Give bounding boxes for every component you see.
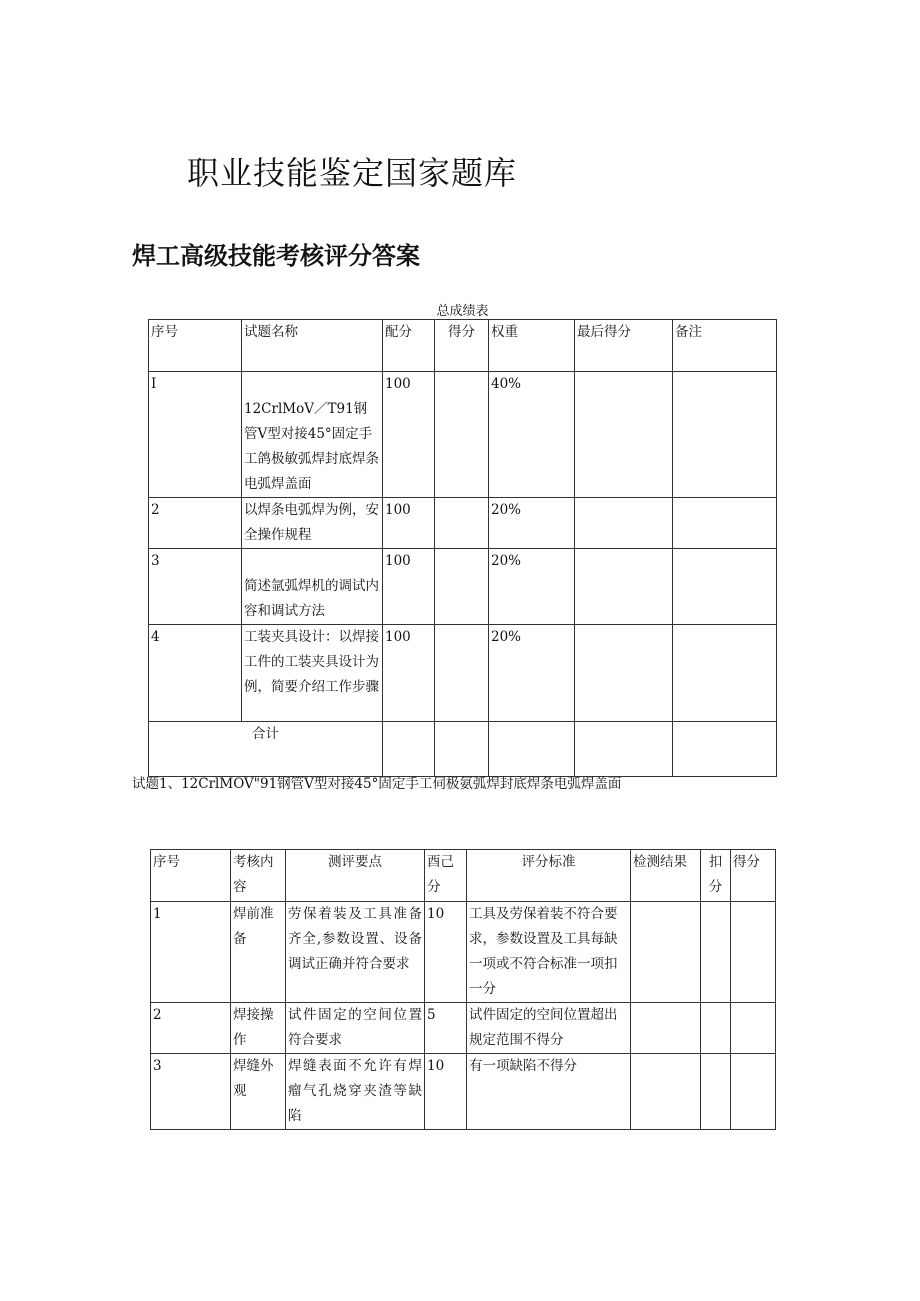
row-deduct [701, 1054, 731, 1130]
row-no: 2 [149, 498, 242, 549]
row-deduct [701, 1003, 731, 1054]
row-remark [673, 549, 777, 625]
header-deduct: 扣分 [701, 850, 731, 902]
row-no: I [149, 372, 242, 498]
summary-table-caption: 总成绩表 [436, 304, 489, 319]
row-got [435, 372, 489, 498]
row-points: 焊缝表面不允许有焊瘤气孔烧穿夹渣等缺陷 [286, 1054, 425, 1130]
summary-header-row [149, 320, 777, 372]
row-remark [673, 625, 777, 722]
row-weight: 40% [489, 372, 575, 498]
row-points: 劳保着装及工具准备齐全,参数设置、设备调试正确并符合要求 [286, 902, 425, 1003]
row-score: 100 [383, 498, 435, 549]
header-remark: 备注 [673, 320, 777, 372]
table-row [151, 1003, 776, 1054]
table-row [151, 1054, 776, 1130]
row-remark [673, 498, 777, 549]
row-got [435, 549, 489, 625]
row-alloc: 10 [425, 902, 467, 1003]
table-row [149, 549, 777, 625]
row-weight: 20% [489, 549, 575, 625]
header-got: 得分 [435, 320, 489, 372]
row-final [575, 549, 673, 625]
item-title: 试题1、12CrlMOV"91钢管V型对接45°固定手工伺极氨弧焊封底焊条电弧焊盖面 [132, 776, 622, 792]
header-final: 最后得分 [575, 320, 673, 372]
row-name: 简述氩弧焊机的调试内容和调试方法 [242, 549, 383, 625]
document-subtitle: 焊工高级技能考核评分答案 [132, 242, 420, 270]
row-got [435, 498, 489, 549]
row-final [575, 625, 673, 722]
row-score: 100 [383, 549, 435, 625]
row-score [731, 1054, 776, 1130]
row-score [731, 1003, 776, 1054]
header-points: 测评要点 [286, 850, 425, 902]
row-got [435, 625, 489, 722]
table-row [149, 625, 777, 722]
document-title: 职业技能鉴定国家题库 [187, 154, 518, 192]
row-weight: 20% [489, 625, 575, 722]
row-score [731, 902, 776, 1003]
header-name: 试题名称 [242, 320, 383, 372]
row-weight: 20% [489, 498, 575, 549]
row-result [631, 1003, 701, 1054]
row-remark [673, 372, 777, 498]
row-final [575, 498, 673, 549]
total-cell [489, 722, 575, 777]
row-content: 焊缝外观 [231, 1054, 286, 1130]
header-no: 序号 [149, 320, 242, 372]
table-row [149, 498, 777, 549]
total-row [149, 722, 777, 777]
row-criteria: 工具及劳保着装不符合要求，参数设置及工具每缺一项或不符合标准一项扣一分 [467, 902, 631, 1003]
row-alloc: 10 [425, 1054, 467, 1130]
row-no: 2 [151, 1003, 231, 1054]
table-row [151, 902, 776, 1003]
header-result: 检测结果 [631, 850, 701, 902]
row-score: 100 [383, 372, 435, 498]
total-cell [383, 722, 435, 777]
row-name: 工装夹具设计：以焊接工件的工装夹具设计为例，简要介绍工作步骤 [242, 625, 383, 722]
detail-header-row [151, 850, 776, 902]
row-final [575, 372, 673, 498]
row-no: 1 [151, 902, 231, 1003]
row-no: 4 [149, 625, 242, 722]
row-no: 3 [149, 549, 242, 625]
row-no: 3 [151, 1054, 231, 1130]
row-name: 12CrlMoV／T91钢管V型对接45°固定手工鸽极敏弧焊封底焊条电弧焊盖面 [242, 372, 383, 498]
row-result [631, 1054, 701, 1130]
row-result [631, 902, 701, 1003]
header-score: 得分 [731, 850, 776, 902]
header-no: 序号 [151, 850, 231, 902]
summary-table [148, 319, 777, 777]
header-alloc: 酉己分 [425, 850, 467, 902]
header-weight: 权重 [489, 320, 575, 372]
header-content: 考核内容 [231, 850, 286, 902]
row-points: 试件固定的空间位置符合要求 [286, 1003, 425, 1054]
total-cell [673, 722, 777, 777]
detail-table [150, 849, 776, 1130]
row-criteria: 有一项缺陷不得分 [467, 1054, 631, 1130]
row-score: 100 [383, 625, 435, 722]
row-deduct [701, 902, 731, 1003]
row-content: 焊前准备 [231, 902, 286, 1003]
total-cell [575, 722, 673, 777]
row-content: 焊接操作 [231, 1003, 286, 1054]
total-cell [435, 722, 489, 777]
total-label: 合计 [149, 722, 383, 777]
header-criteria: 评分标准 [467, 850, 631, 902]
row-criteria: 试件固定的空间位置超出规定范围不得分 [467, 1003, 631, 1054]
row-alloc: 5 [425, 1003, 467, 1054]
table-row [149, 372, 777, 498]
row-name: 以焊条电弧焊为例，安全操作规程 [242, 498, 383, 549]
header-score: 配分 [383, 320, 435, 372]
